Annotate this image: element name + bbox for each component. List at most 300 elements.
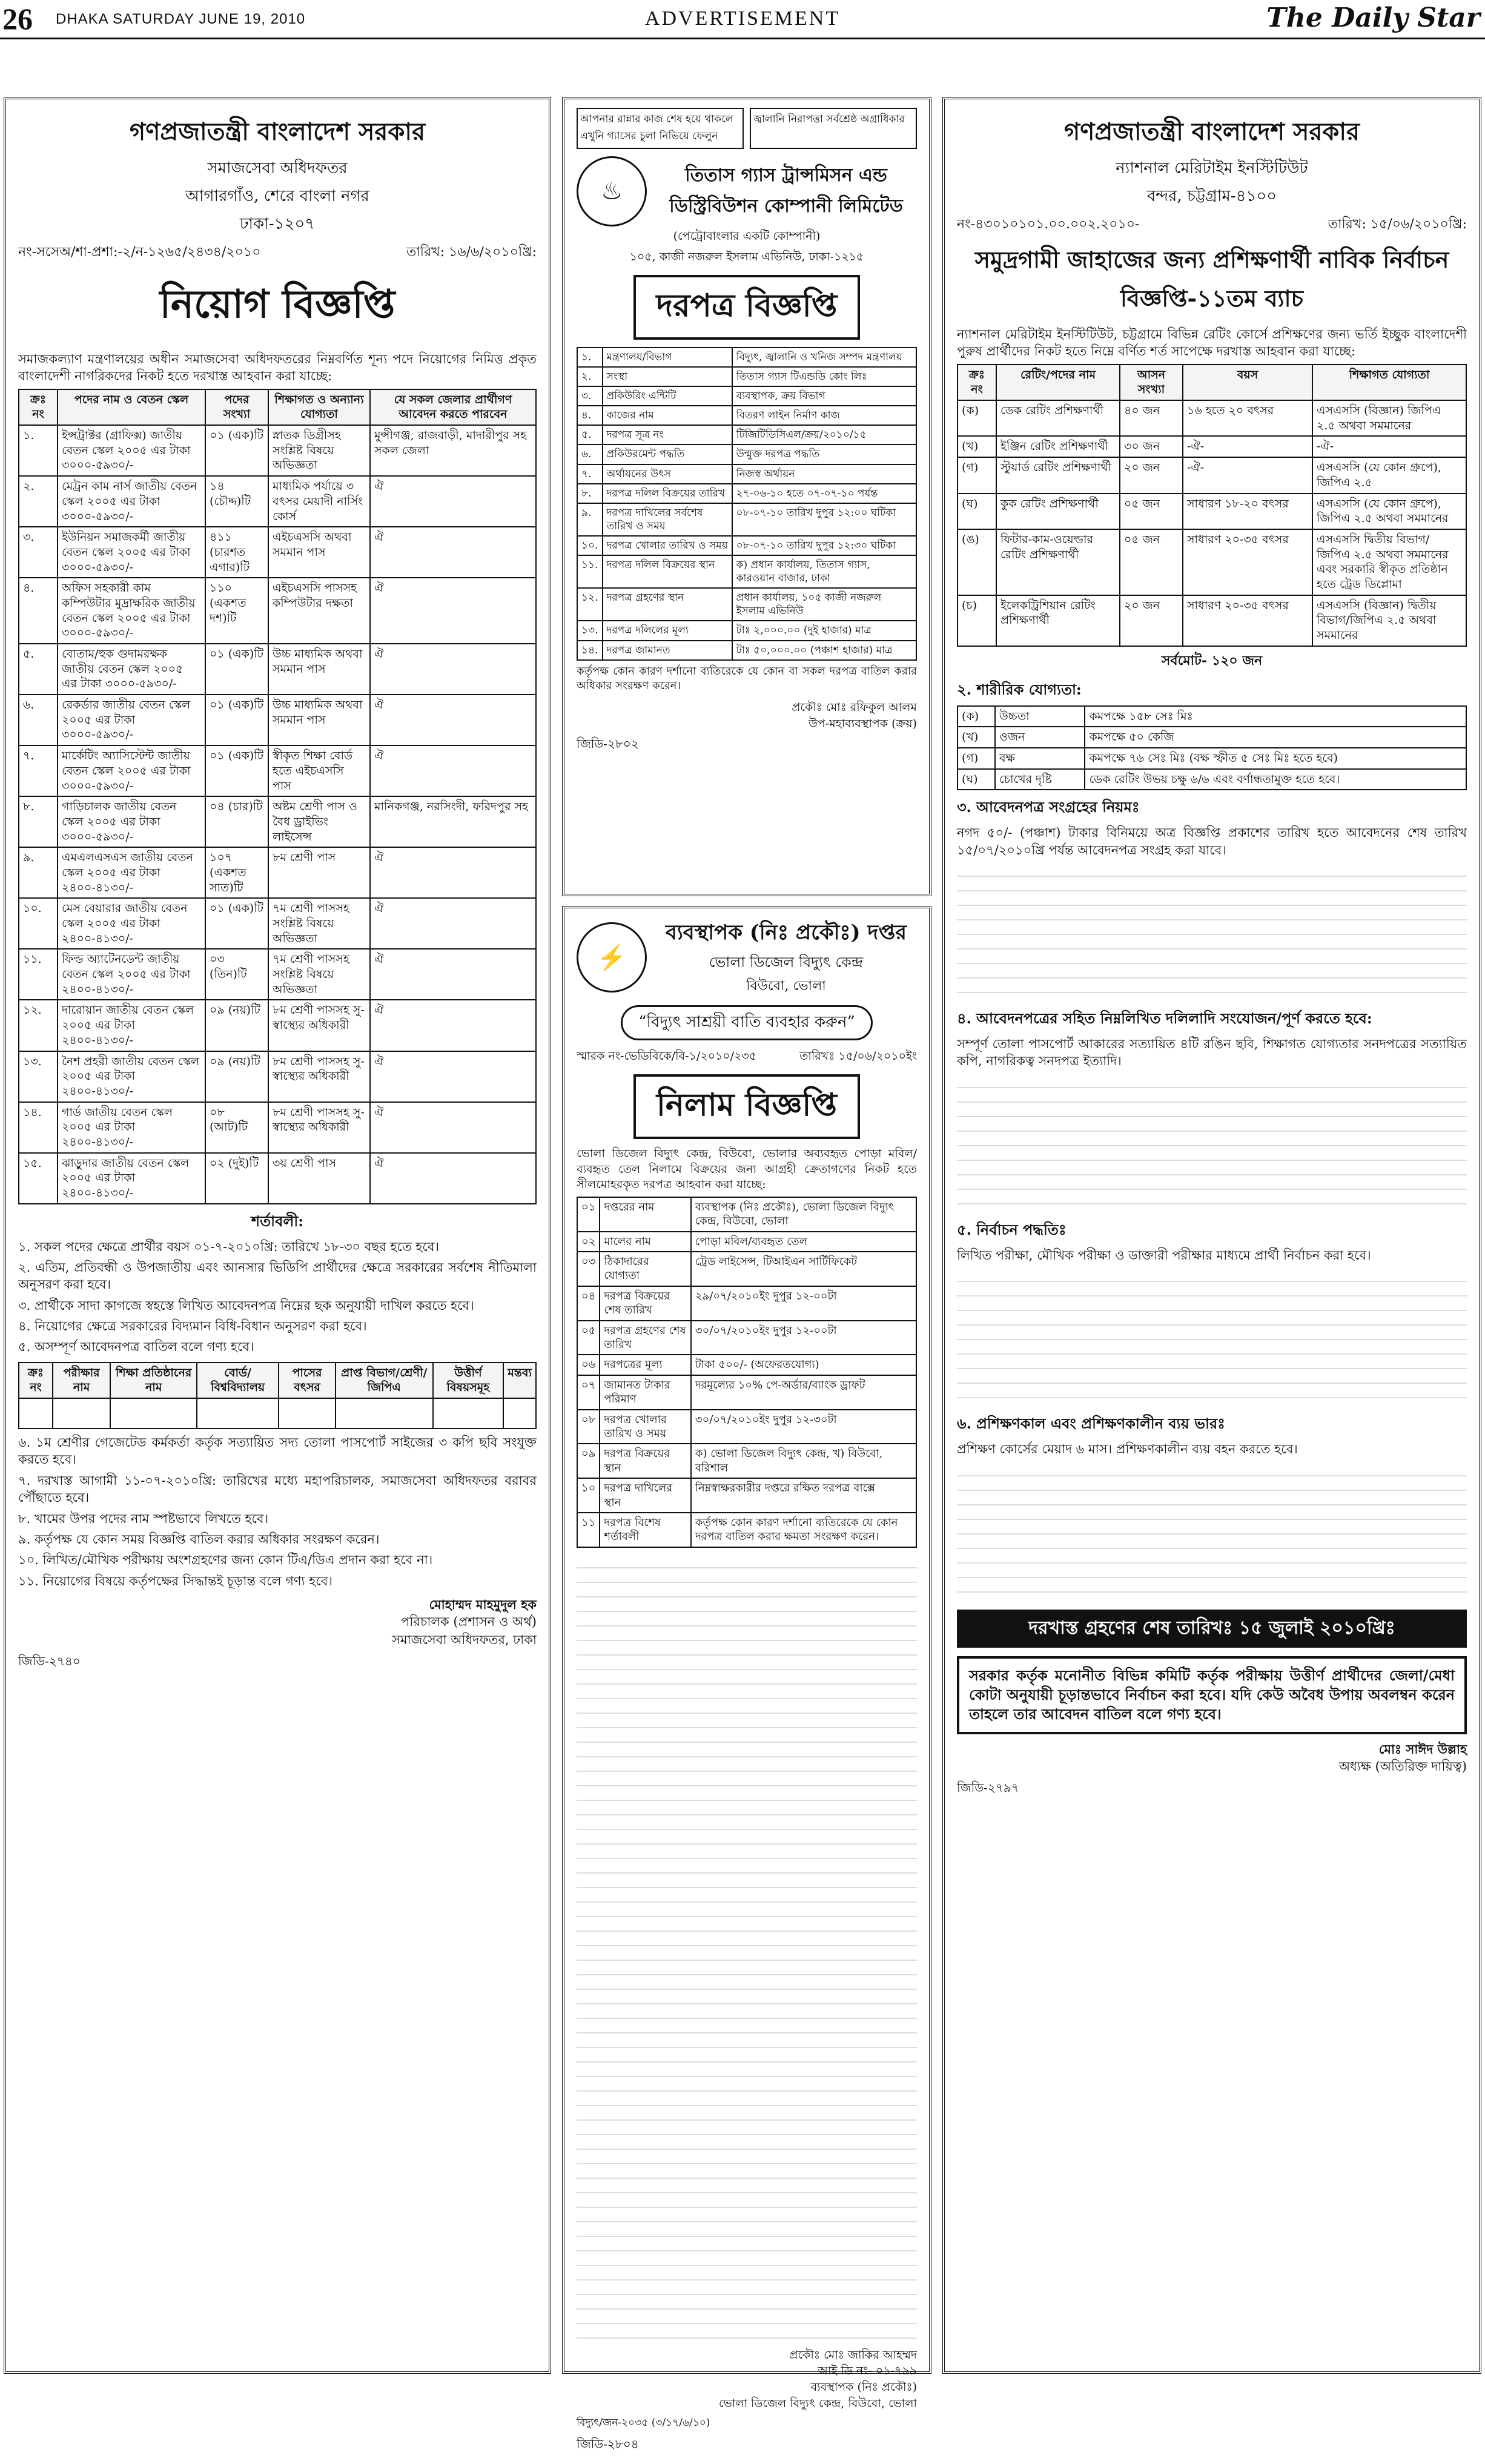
table-row	[19, 578, 536, 644]
flame-logo-icon: ♨	[577, 156, 647, 226]
table-header-row	[19, 389, 536, 425]
row-number: (গ)	[957, 748, 995, 769]
qualification: স্নাতক ডিগ্রীসহ সংশ্লিষ্ট বিষয়ে অভিজ্ঞতা	[268, 425, 370, 476]
form-cell	[336, 1398, 433, 1429]
position-name: মার্কেটিং অ্যাসিস্টেন্ট জাতীয় বেতন স্কেল ২০০৫ এর টাকা ৩০০০-৫৯৩০/-	[58, 745, 205, 796]
requirement: কমপক্ষে ৭৬ সেঃ মিঃ (বক্ষ স্ফীত ৫ সেঃ মিঃ হতে হবে)	[1085, 748, 1466, 769]
eligible-districts: ঐ	[370, 578, 536, 644]
table-row	[19, 1051, 536, 1102]
field-value: টাকা ৫০০/- (অফেরতযোগ্য)	[691, 1355, 916, 1375]
field-label: জামানত টাকার পরিমাণ	[600, 1375, 690, 1410]
field-value: ক) ভোলা ডিজেল বিদ্যুৎ কেন্দ্র, খ) বিউবো, বরিশাল	[691, 1444, 916, 1478]
eligible-districts: ঐ	[370, 1051, 536, 1102]
ref-number: বিদ্যুৎ/জন-২০৩৫ (৩/১৭/৬/১০)	[577, 2417, 710, 2429]
memo-row	[18, 242, 537, 264]
table-row	[957, 769, 1466, 790]
table-row	[957, 727, 1466, 748]
table-row	[19, 425, 536, 476]
position-name: ঝাড়ুদার জাতীয় বেতন স্কেল ২০০৫ এর টাকা ২৪০০-৪১৩০/-	[58, 1153, 205, 1204]
section-title: নির্বাচন পদ্ধতিঃ	[976, 1220, 1067, 1238]
qualification: ৮ম শ্রেণী পাস	[268, 847, 370, 898]
condition-item: ৯. কর্তৃপক্ষ যে কোন সময় বিজ্ঞপ্তি বাতিল করার অধিকার সংরক্ষণ করেন।	[18, 1531, 380, 1547]
seat-count: ০৫ জন	[1120, 529, 1183, 595]
row-number: ১০.	[19, 898, 58, 949]
criterion: ওজন	[995, 727, 1085, 748]
table-row	[577, 1252, 916, 1286]
qualification: ৩য় শ্রেণী পাস	[268, 1153, 370, 1204]
table-row	[19, 644, 536, 695]
age-limit: -ঐ-	[1183, 436, 1312, 457]
condition-item: ৭. দরখাস্ত আগামী ১১-০৭-২০১০খ্রি: তারিখের মধ্যে মহাপরিচালক, সমাজসেবা অধিদফতর বরাবর পৌঁছাতে হবে।	[18, 1473, 537, 1505]
table-row	[19, 949, 536, 1000]
requirement-section	[957, 1219, 1467, 1407]
address-line-2: ঢাকা-১২০৭	[239, 215, 316, 233]
row-number: (ক)	[957, 706, 995, 727]
gov-heading: গণপ্রজাতন্ত্রী বাংলাদেশ সরকার	[130, 117, 425, 146]
col-header: পাসের বৎসর	[279, 1362, 336, 1398]
qualification: এসএসসি (যে কোন গ্রুপে), জিপিএ ২.৫	[1312, 457, 1466, 493]
rating-name: স্টুয়ার্ড রেটিং প্রশিক্ষণার্থী	[996, 457, 1120, 493]
position-name: দারোয়ান জাতীয় বেতন স্কেল ২০০৫ এর টাকা ২৪০০-৪১৩০/-	[58, 1000, 205, 1051]
priority-slogan: জ্বালানি নিরাপত্তা সর্বশ্রেষ্ঠ অগ্রাধিকার	[750, 108, 917, 149]
seat-count: ০৫ জন	[1120, 494, 1183, 529]
condition-item: ৪. নিয়োগের ক্ষেত্রে সরকারের বিদ্যমান বিধি-বিধান অনুসরণ করা হবে।	[18, 1319, 367, 1334]
table-row	[577, 1375, 916, 1410]
field-label: কাজের নাম	[603, 406, 732, 425]
field-label: দরপত্র বিশেষ শর্তাবলী	[600, 1513, 690, 1547]
row-number: ৮.	[19, 796, 58, 847]
post-count: ০১ (এক)টি	[205, 898, 268, 949]
col-header: আসন সংখ্যা	[1120, 365, 1183, 400]
newspaper-logo: The Daily Star	[1266, 2, 1480, 33]
table-row	[577, 536, 916, 555]
qualification: এইচএসসি পাসসহ কম্পিউটার দক্ষতা	[268, 578, 370, 644]
qualification: ৭ম শ্রেণী পাসসহ সংশ্লিষ্ট বিষয়ে অভিজ্ঞতা	[268, 898, 370, 949]
row-number: ৭.	[577, 464, 603, 484]
table-row	[19, 898, 536, 949]
intro-text: ন্যাশনাল মেরিটাইম ইনস্টিটিউট, চট্টগ্রামে বিভিন্ন রেটিং কোর্সে প্রশিক্ষণের জন্য ভর্তি ইচ্ছুক বাংলাদেশী পুরুষ প্রার্থীদের নিকট হতে নিম্নে বর্ণিত শর্ত সাপেক্ষে দরখাস্ত আহবান করা যাচ্ছে:	[957, 327, 1467, 359]
fine-print-terms	[577, 1554, 917, 2341]
field-label: দরপত্র গ্রহণের শেষ তারিখ	[600, 1321, 690, 1355]
physical-heading: ২. শারীরিক যোগ্যতা:	[957, 680, 1082, 698]
section-number: ৬.	[957, 1415, 971, 1433]
ad-title: নিয়োগ বিজ্ঞপ্তি	[159, 282, 395, 327]
intro-text: ভোলা ডিজেল বিদ্যুৎ কেন্দ্র, বিউবো, ভোলার অব্যবহৃত পোড়া মবিল/ব্যবহৃত তেল নিলামে বিক্রয়ের জন্য আগ্রহী ক্রেতাগণের নিকট হতে সীলমোহরকৃত দরপত্র আহবান করা যাচ্ছে:	[577, 1147, 917, 1192]
table-row	[577, 1232, 916, 1252]
table-row	[19, 1102, 536, 1153]
field-label: দরপত্র দাখিলের স্থান	[600, 1478, 690, 1513]
qualification: উচ্চ মাধ্যমিক অথবা সমমান পাস	[268, 695, 370, 745]
col-header: শিক্ষাগত যোগ্যতা	[1312, 365, 1466, 400]
qualification: মাধ্যমিক পর্যায়ে ৩ বৎসর মেয়াদী নার্সিং কোর্স	[268, 476, 370, 527]
row-number: (ঘ)	[957, 494, 996, 529]
field-label: দরপত্রের মূল্য	[600, 1355, 690, 1375]
field-label: প্রকিউরিং এন্টিটি	[603, 386, 732, 406]
field-value: নিজস্ব অর্থায়ন	[732, 464, 916, 484]
table-row	[577, 1321, 916, 1355]
row-number: ০৮	[577, 1410, 600, 1444]
field-value: কর্তৃপক্ষ কোন কারণ দর্শানো ব্যতিরেকে যে কোন দরপত্র বাতিল করার ক্ষমতা সংরক্ষণ করেন।	[691, 1513, 916, 1547]
field-value: দরমূল্যের ১০% পে-অর্ডার/ব্যাংক ড্রাফট	[691, 1375, 916, 1410]
section-title: আবেদনপত্র সংগ্রহের নিয়মঃ	[976, 798, 1140, 816]
masthead	[0, 0, 1485, 39]
col-header: ক্রঃ নং	[19, 389, 58, 425]
row-number: ২.	[577, 367, 603, 386]
table-header-row	[19, 1362, 536, 1398]
field-value: টাঃ ৫০,০০০.০০ (পঞ্চাশ হাজার) মাত্র	[732, 641, 916, 660]
ad-social-services-recruitment	[4, 97, 551, 2374]
signer-id: আই ডি নং- ০১-৭৯৯	[818, 2364, 917, 2378]
position-name: ফিল্ড অ্যাটেনডেন্ট জাতীয় বেতন স্কেল ২০০৫ এর টাকা ২৪০০-৪১৩০/-	[58, 949, 205, 1000]
qualification: ৮ম শ্রেণী পাসসহ সু-স্বাস্থ্যের অধিকারী	[268, 1102, 370, 1153]
warning-notice: সরকার কর্তৃক মনোনীত বিভিন্ন কমিটি কর্তৃক পরীক্ষায় উত্তীর্ণ প্রার্থীদের জেলা/মেধা কোটা অনুযায়ী চূড়ান্তভাবে নির্বাচন করা হবে। যদি কেউ অবৈধ উপায় অবলম্বন করেন তাহলে তার আবেদন বাতিল বলে গণ্য হবে।	[957, 1656, 1467, 1734]
field-value: টাঃ ২,০০০.০০ (দুই হাজার) মাত্র	[732, 621, 916, 640]
institute-name: ন্যাশনাল মেরিটাইম ইনস্টিটিউট	[1116, 159, 1308, 177]
top-slogans	[577, 108, 917, 149]
field-label: দরপত্র জামানত	[603, 641, 732, 660]
table-header-row	[957, 365, 1466, 400]
section-title: আবেদনপত্রের সহিত নিম্নলিখিত দলিলাদি সংযোজন/পূর্ণ করতে হবে:	[976, 1009, 1372, 1028]
row-number: ৩.	[19, 527, 58, 578]
condition-item: ৩. প্রার্থীকে সাদা কাগজে স্বহস্তে লিখিত আবেদনপত্র নিম্নের ছক অনুযায়ী দাখিল করতে হবে।	[18, 1298, 474, 1313]
eligible-districts: ঐ	[370, 476, 536, 527]
table-row	[19, 476, 536, 527]
row-number: ০৭	[577, 1375, 600, 1410]
row-number: ০৯	[577, 1444, 600, 1478]
row-number: ৮.	[577, 484, 603, 503]
table-row	[19, 1153, 536, 1204]
rating-name: ইলেকট্রিশিয়ান রেটিং প্রশিক্ষণার্থী	[996, 595, 1120, 646]
eligible-districts: ঐ	[370, 847, 536, 898]
eligible-districts: ঐ	[370, 644, 536, 695]
post-count: ১০৭ (একশত সাত)টি	[205, 847, 268, 898]
post-count: ০২ (দুই)টি	[205, 1153, 268, 1204]
position-name: ইউনিয়ন সমাজকর্মী জাতীয় বেতন স্কেল ২০০৫ এর টাকা ৩০০০-৫৯৩০/-	[58, 527, 205, 578]
memo-row	[577, 1048, 917, 1067]
qualification: স্বীকৃত শিক্ষা বোর্ড হতে এইচএসসি পাস	[268, 745, 370, 796]
row-number: ৬.	[19, 695, 58, 745]
deadline-banner: দরখাস্ত গ্রহণের শেষ তারিখঃ ১৫ জুলাই ২০১০খ্রিঃ	[957, 1610, 1467, 1648]
field-label: দরপত্র দলিলের মূল্য	[603, 621, 732, 640]
post-count: ০৯ (নয়)টি	[205, 1000, 268, 1051]
col-header: বয়স	[1183, 365, 1312, 400]
table-row	[577, 555, 916, 588]
signature-block	[577, 699, 917, 732]
table-row	[957, 436, 1466, 457]
criterion: বক্ষ	[995, 748, 1085, 769]
memo-date: তারিখঃ ১৫/০৬/২০১০ইং	[799, 1049, 917, 1063]
position-name: নৈশ প্রহরী জাতীয় বেতন স্কেল ২০০৫ এর টাকা ২৪০০-৪১৩০/-	[58, 1051, 205, 1102]
qualification: -ঐ-	[1312, 436, 1466, 457]
table-row	[577, 386, 916, 406]
row-number: ০২	[577, 1232, 600, 1252]
eligible-districts: ঐ	[370, 1153, 536, 1204]
row-number: (খ)	[957, 436, 996, 457]
table-row	[957, 457, 1466, 493]
field-value: উন্মুক্ত দরপত্র পদ্ধতি	[732, 444, 916, 464]
institute-address: বন্দর, চট্টগ্রাম-৪১০০	[1146, 187, 1277, 205]
ad-code: জিডি-২৮০৪	[577, 2437, 639, 2452]
memo-number: নং-সসেঅ/শা-প্রশা:-২/ন-১২৬৫/২৪৩৪/২০১০	[18, 245, 261, 260]
table-row	[19, 527, 536, 578]
rating-name: ইঞ্জিন রেটিং প্রশিক্ষণার্থী	[996, 436, 1120, 457]
row-number: (চ)	[957, 595, 996, 646]
row-number: ১.	[577, 348, 603, 367]
requirement: কমপক্ষে ৫০ কেজি	[1085, 727, 1466, 748]
table-row	[957, 494, 1466, 529]
row-number: ৯.	[19, 847, 58, 898]
section-number: ৫.	[957, 1220, 971, 1238]
ad-title: সমুদ্রগামী জাহাজের জন্য প্রশিক্ষণার্থী নাবিক নির্বাচন বিজ্ঞপ্তি-১১তম ব্যাচ	[974, 246, 1449, 312]
company-address: ১০৫, কাজী নজরুল ইসলাম এভিনিউ, ঢাকা-১২১৫	[629, 250, 864, 263]
conditions-list	[18, 1238, 537, 1356]
position-name: রেকর্ডার জাতীয় বেতন স্কেল ২০০৫ এর টাকা ৩০০০-৫৯৩০/-	[58, 695, 205, 745]
signer-name: প্রকৌঃ মোঃ রফিকুল আলম	[792, 701, 917, 715]
condition-item: ৮. খামের উপর পদের নাম স্পষ্টভাবে লিখতে হবে।	[18, 1511, 269, 1526]
conditions-heading: শর্তাবলী:	[251, 1212, 304, 1230]
qualification: ৮ম শ্রেণী পাসসহ সু-স্বাস্থ্যের অধিকারী	[268, 1000, 370, 1051]
col-header: ক্রঃ নং	[19, 1362, 53, 1398]
field-label: দরপত্র বিক্রয়ের স্থান	[600, 1444, 690, 1478]
qualification: ৮ম শ্রেণী পাসসহ সু-স্বাস্থ্যের অধিকারী	[268, 1051, 370, 1102]
field-label: দরপত্র দলিল বিক্রয়ের তারিখ	[603, 484, 732, 503]
table-row	[577, 348, 916, 367]
post-count: ৪১১ (চারশত এগার)টি	[205, 527, 268, 578]
eligible-districts: ঐ	[370, 1000, 536, 1051]
table-row	[19, 1000, 536, 1051]
form-cell	[279, 1398, 336, 1429]
post-count: ০১ (এক)টি	[205, 745, 268, 796]
fine-print	[957, 1462, 1467, 1601]
row-number: (ঘ)	[957, 769, 995, 790]
col-header: রেটিং/পদের নাম	[996, 365, 1120, 400]
section-number: ৩.	[957, 798, 971, 816]
field-label: মালের নাম	[600, 1232, 690, 1252]
section-label: ADVERTISEMENT	[644, 7, 841, 30]
field-value: ২৭-০৬-১০ হতে ০৭-০৭-১০ পর্যন্ত	[732, 484, 916, 503]
requirement-section	[957, 1413, 1467, 1600]
slogan: “বিদ্যুৎ সাশ্রয়ী বাতি ব্যবহার করুন”	[621, 1005, 873, 1040]
post-count: ০১ (এক)টি	[205, 644, 268, 695]
org-name: বিউবো, ভোলা	[746, 979, 826, 994]
row-number: ১২.	[577, 588, 603, 621]
col-header: শিক্ষাগত ও অন্যান্য যোগ্যতা	[268, 389, 370, 425]
table-row	[19, 796, 536, 847]
table-row	[577, 406, 916, 425]
field-label: দরপত্র খোলার তারিখ ও সময়	[603, 536, 732, 555]
row-number: ১১	[577, 1513, 600, 1547]
col-header: ক্রঃ নং	[957, 365, 996, 400]
field-value: পোড়া মবিল/ব্যবহৃত তেল	[691, 1232, 916, 1252]
table-row	[19, 847, 536, 898]
safety-slogan: আপনার রান্নার কাজ শেষ হয়ে থাকলে এখুনি গ্যাসের চুলা নিভিয়ে ফেলুন	[577, 108, 744, 149]
row-number: ০৩	[577, 1252, 600, 1286]
center-name: ভোলা ডিজেল বিদ্যুৎ কেন্দ্র	[709, 954, 864, 971]
position-name: ইন্সট্রাক্টর (গ্রাফিক্স) জাতীয় বেতন স্কেল ২০০৫ এর টাকা ৩০০০-৫৯৩০/-	[58, 425, 205, 476]
post-count: ০৪ (চার)টি	[205, 796, 268, 847]
requirement: কমপক্ষে ১৫৮ সেঃ মিঃ	[1085, 706, 1466, 727]
form-cell	[110, 1398, 197, 1429]
row-number: ০৪	[577, 1286, 600, 1321]
address-line-1: আগারগাঁও, শেরে বাংলা নগর	[185, 187, 369, 205]
qualification: এইচএসসি অথবা সমমান পাস	[268, 527, 370, 578]
condition-item: ২. এতিম, প্রতিবন্ধী ও উপজাতীয় এবং আনসার ভিডিপি প্রার্থীদের ক্ষেত্রে সরকারের সর্বশেষ নীতিমালা অনুসরণ করা হবে।	[18, 1260, 537, 1292]
rating-name: কুক রেটিং প্রশিক্ষণার্থী	[996, 494, 1120, 529]
field-label: দরপত্র দলিল বিক্রয়ের স্থান	[603, 555, 732, 588]
table-row	[577, 1286, 916, 1321]
table-row	[957, 748, 1466, 769]
seat-count: ২০ জন	[1120, 457, 1183, 493]
table-row	[577, 641, 916, 660]
extra-conditions	[18, 1434, 537, 1590]
position-name: মেট্রন কাম নার্স জাতীয় বেতন স্কেল ২০০৫ এর টাকা ৩০০০-৫৯৩০/-	[58, 476, 205, 527]
table-row	[957, 400, 1466, 436]
row-number: (গ)	[957, 457, 996, 493]
dept-name: সমাজসেবা অধিদফতর	[207, 159, 348, 177]
col-header: শিক্ষা প্রতিষ্ঠানের নাম	[110, 1362, 197, 1398]
age-limit: সাধারণ ২০-৩৫ বৎসর	[1183, 529, 1312, 595]
memo-row	[957, 214, 1467, 236]
signer-role: অধ্যক্ষ (অতিরিক্ত দায়িত্ব)	[1338, 1759, 1467, 1774]
post-count: ০১ (এক)টি	[205, 425, 268, 476]
ratings-table	[957, 364, 1467, 647]
field-label: অর্থায়নের উৎস	[603, 464, 732, 484]
company-name: তিতাস গ্যাস ট্রান্সমিসন এন্ড ডিস্ট্রিবিউশন কোম্পানী লিমিটেড	[669, 165, 903, 217]
field-label: দরপত্র দাখিলের সর্বশেষ তারিখ ও সময়	[603, 503, 732, 536]
company-header	[577, 156, 917, 226]
field-label: দরপত্র গ্রহণের স্থান	[603, 588, 732, 621]
row-number: ৭.	[19, 745, 58, 796]
field-value: তিতাস গ্যাস টিএন্ডডি কোং লিঃ	[732, 367, 916, 386]
position-name: অফিস সহকারী কাম কম্পিউটার মুদ্রাক্ষরিক জাতীয় বেতন স্কেল ২০০৫ এর টাকা ৩০০০-৫৯৩০/-	[58, 578, 205, 644]
col-header: প্রাপ্ত বিভাগ/শ্রেণী/ জিপিএ	[336, 1362, 433, 1398]
signer-name: প্রকৌঃ মোঃ জাকির আহম্মদ	[789, 2348, 917, 2362]
post-count: ০৮ (আট)টি	[205, 1102, 268, 1153]
memo-number: নং-৪৩০১০১০১.০০.০০২.২০১০-	[957, 217, 1140, 232]
memo-date: তারিখ: ১৬/৬/২০১০খ্রি:	[406, 245, 537, 260]
eligible-districts: মানিকগঞ্জ, নরসিংদী, ফরিদপুর সহ	[370, 796, 536, 847]
ad-maritime-institute	[942, 97, 1481, 2374]
row-number: ৪.	[577, 406, 603, 425]
eligible-districts: মুন্সীগঞ্জ, রাজবাড়ী, মাদারীপুর সহ সকল জেলা	[370, 425, 536, 476]
row-number: ৪.	[19, 578, 58, 644]
form-cell	[53, 1398, 110, 1429]
application-form-table	[18, 1362, 537, 1429]
table-row	[577, 588, 916, 621]
field-value: ৩০/০৭/২০১০ইং দুপুর ১২-৩০টা	[691, 1410, 916, 1444]
table-row	[577, 464, 916, 484]
row-number: ৬.	[577, 444, 603, 464]
field-value: নিম্নস্বাক্ষরকারীর দপ্তরে রক্ষিত দরপত্র বাক্সে	[691, 1478, 916, 1513]
qualification: এসএসসি (বিজ্ঞান) জিপিএ ২.৫ অথবা সমমানের	[1312, 400, 1466, 436]
age-limit: সাধারণ ২০-৩৫ বৎসর	[1183, 595, 1312, 646]
criterion: চোখের দৃষ্টি	[995, 769, 1085, 790]
table-row	[957, 706, 1466, 727]
field-label: দরপত্র সূত্র নং	[603, 425, 732, 444]
post-count: ১১০ (একশত দশ)টি	[205, 578, 268, 644]
row-number: ২.	[19, 476, 58, 527]
office-name: ব্যবস্থাপক (নিঃ প্রকৌঃ) দপ্তর	[666, 920, 907, 945]
section-heading	[957, 1413, 1467, 1437]
row-number: ১২.	[19, 1000, 58, 1051]
age-limit: ১৬ হতে ২০ বৎসর	[1183, 400, 1312, 436]
signer-name: মোহাম্মদ মাহমুদুল হক	[429, 1596, 537, 1612]
table-row	[577, 1355, 916, 1375]
form-cell	[19, 1398, 53, 1429]
table-row	[957, 529, 1466, 595]
table-row	[577, 444, 916, 464]
section-title: প্রশিক্ষণকাল এবং প্রশিক্ষণকালীন ব্যয় ভারঃ	[976, 1415, 1225, 1433]
signature-block	[18, 1596, 537, 1649]
signer-role: উপ-মহাব্যবস্থাপক (ক্রয়)	[808, 716, 917, 730]
ad-code: জিডি-২৭৪০	[18, 1654, 81, 1669]
total-seats: সর্বমোট- ১২০ জন	[1161, 652, 1263, 669]
row-number: ০১	[577, 1197, 600, 1232]
col-header: পদের সংখ্যা	[205, 389, 268, 425]
condition-item: ৬. ১ম শ্রেণীর গেজেটেড কর্মকর্তা কর্তৃক সত্যায়িত সদ্য তোলা পাসপোর্ট সাইজের ৩ কপি ছবি সংযুক্ত করতে হবে।	[18, 1435, 537, 1467]
post-count: ১৪ (চৌদ্দ)টি	[205, 476, 268, 527]
qualification: এসএসসি (যে কোন গ্রুপে), জিপিএ ২.৫ অথবা সমমানের	[1312, 494, 1466, 529]
section-body: নগদ ৫০/- (পঞ্চাশ) টাকার বিনিময়ে অত্র বিজ্ঞপ্তি প্রকাশের তারিখ হতে আবেদনের শেষ তারিখ ১৫/০৭/২০১০খ্রি পর্যন্ত আবেদনপত্র সংগ্রহ করা যাবে।	[957, 825, 1467, 857]
row-number: ৫.	[577, 425, 603, 444]
post-count: ০১ (এক)টি	[205, 695, 268, 745]
requirement-section	[957, 796, 1467, 1002]
position-name: বোতাম/হুক গুদামরক্ষক জাতীয় বেতন স্কেল ২০০৫ এর টাকা ৩০০০-৫৯৩০/-	[58, 644, 205, 695]
table-row	[577, 1197, 916, 1232]
seat-count: ৩০ জন	[1120, 436, 1183, 457]
criterion: উচ্চতা	[995, 706, 1085, 727]
condition-item: ৫. অসম্পূর্ণ আবেদনপত্র বাতিল বলে গণ্য হবে।	[18, 1339, 254, 1355]
eligible-districts: ঐ	[370, 527, 536, 578]
field-value: ০৮-০৭-১০ তারিখ দুপুর ১২:০০ ঘটিকা	[732, 503, 916, 536]
position-name: গাড়িচালক জাতীয় বেতন স্কেল ২০০৫ এর টাকা ৩০০০-৫৯৩০/-	[58, 796, 205, 847]
table-row	[19, 695, 536, 745]
ad-bpdb-auction	[562, 906, 931, 2452]
table-row	[577, 484, 916, 503]
section-heading	[957, 1219, 1467, 1243]
seat-count: ৪০ জন	[1120, 400, 1183, 436]
field-label: ঠিকাদারের যোগ্যতা	[600, 1252, 690, 1286]
table-row	[577, 425, 916, 444]
field-value: ব্যবস্থাপক, ক্রয় বিভাগ	[732, 386, 916, 406]
position-name: মেস বেয়ারার জাতীয় বেতন স্কেল ২০০৫ এর টাকা ২৪০০-৪১৩০/-	[58, 898, 205, 949]
ad-title: দরপত্র বিজ্ঞপ্তি	[633, 275, 861, 340]
table-row	[577, 1444, 916, 1478]
eligible-districts: ঐ	[370, 949, 536, 1000]
rating-name: ডেক রেটিং প্রশিক্ষণার্থী	[996, 400, 1120, 436]
signature-block	[577, 2347, 917, 2411]
col-header: মন্তব্য	[503, 1362, 536, 1398]
seat-count: ২০ জন	[1120, 595, 1183, 646]
form-cell	[433, 1398, 504, 1429]
field-value: ৩০/০৭/২০১০ইং দুপুর ১২-০০টা	[691, 1321, 916, 1355]
field-value: ক) প্রধান কার্যালয়, তিতাস গ্যাস, কারওয়ান বাজার, ঢাকা	[732, 555, 916, 588]
section-heading	[957, 1008, 1467, 1032]
requirement: ডেক রেটিং উভয় চক্ষু ৬/৬ এবং বর্ণান্ধতামুক্ত হতে হবে।	[1085, 769, 1466, 790]
signer-role: ব্যবস্থাপক (নিঃ প্রকৌঃ)	[810, 2380, 917, 2394]
dateline: DHAKA SATURDAY JUNE 19, 2010	[56, 11, 306, 27]
row-number: ১১.	[19, 949, 58, 1000]
intro-text: সমাজকল্যাণ মন্ত্রণালয়ের অধীন সমাজসেবা অধিদফতরের নিম্নবর্ণিত শূন্য পদে নিয়োগের নিমিত্ত প্রকৃত বাংলাদেশী নাগরিকদের নিকট হতে দরখাস্ত আহবান করা যাচ্ছে:	[18, 352, 537, 384]
field-value: ২৯/০৭/২০১০ইং দুপুর ১২-০০টা	[691, 1286, 916, 1321]
section-body: প্রশিক্ষণ কোর্সের মেয়াদ ৬ মাস। প্রশিক্ষণকালীন ব্যয় বহন করতে হবে।	[957, 1442, 1298, 1457]
field-value: প্রধান কার্যালয়, ১০৫ কাজী নজরুল ইসলাম এভিনিউ	[732, 588, 916, 621]
signer-org: ভোলা ডিজেল বিদ্যুৎ কেন্দ্র, বিউবো, ভোলা	[718, 2396, 917, 2410]
row-number: ৩.	[577, 386, 603, 406]
table-row	[19, 745, 536, 796]
bpdb-logo-icon: ⚡	[577, 922, 647, 993]
row-number: ১৩.	[19, 1051, 58, 1102]
